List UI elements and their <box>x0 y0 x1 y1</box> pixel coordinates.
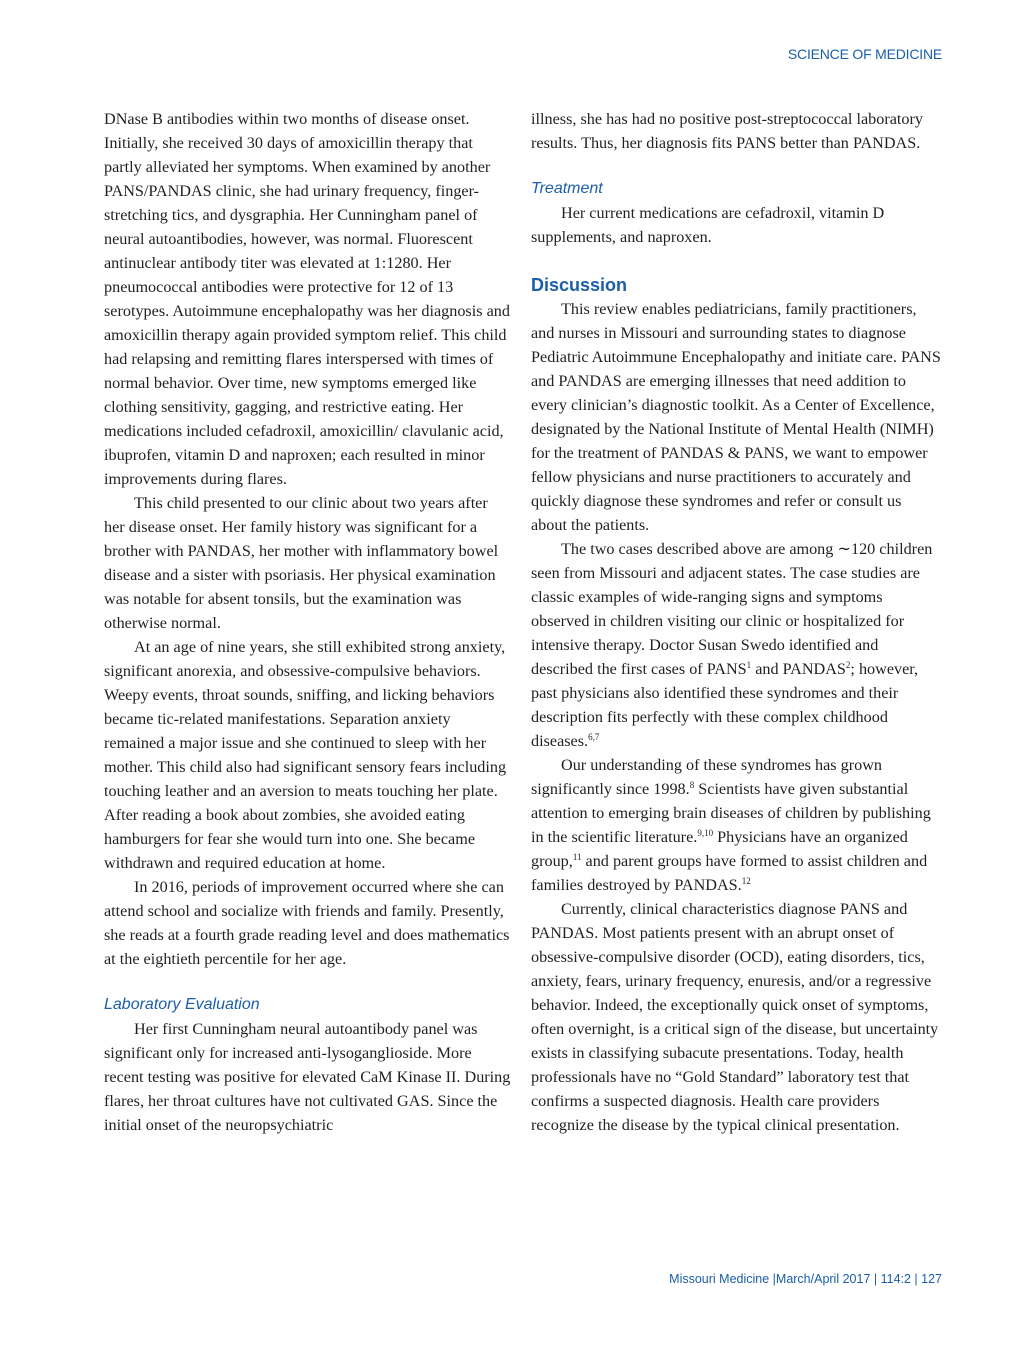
paragraph: illness, she has had no positive post-streptococcal laboratory results. Thus, her diagnosis fits PANS better than PANDAS. <box>531 110 924 152</box>
discussion-heading: Discussion <box>531 275 628 295</box>
paragraph: In 2016, periods of improvement occurred where she can attend school and socialize with friends and family. Presently, she reads at a fourth grade reading level and does mathematics at the eightieth percentile for her age. <box>104 878 510 968</box>
paragraph: This review enables pediatricians, family practitioners, and nurses in Missouri and surrounding states to diagnose Pediatric Autoimmune Encephalopathy and initiate care. PANS and PANDAS are emerging illnesses that need addition to every clinician’s diagnostic toolkit. As a Center of Excellence, designated by the National Institute of Mental Health (NIMH) for the treatment of PANDAS & PANS, we want to empower fellow physicians and nurse practitioners to accurately and quickly diagnose these syndromes and refer or consult us about the patients. <box>531 300 941 534</box>
paragraph: At an age of nine years, she still exhibited strong anxiety, significant anorexia, and obsessive-compulsive behaviors. Weepy events, throat sounds, sniffing, and licking behaviors became tic-related manifestations. Separation anxiety remained a major issue and she continued to sleep with her mother. This child also had significant sensory fears including touching leather and an aversion to meats touching her plate. After reading a book about zombies, she avoided eating hamburgers for fear she would turn into one. She became withdrawn and required education at home. <box>104 638 507 872</box>
citation-superscript: 9,10 <box>697 828 714 838</box>
text-run: Scientists have given substantial attention to emerging brain diseases of children by publishing in the scientific literature. <box>531 780 931 846</box>
paragraph: Currently, clinical characteristics diagnose PANS and PANDAS. Most patients present with an abrupt onset of obsessive-compulsive disorder (OCD), eating disorders, tics, anxiety, fears, urinary frequency, enuresis, and/or a regressive behavior. Indeed, the exceptionally quick onset of symptoms, often overnight, is a critical sign of the disease, but uncertainty exists in classifying subacute presentations. Today, health professionals have no “Gold Standard” laboratory test that confirms a suspected diagnosis. Health care providers recognize the disease by the typical clinical presentation. <box>531 900 939 1134</box>
text-run: and parent groups have formed to assist children and families destroyed by PANDAS. <box>531 852 928 894</box>
paragraph: This child presented to our clinic about two years after her disease onset. Her family history was significant for a brother with PANDAS, her mother with inflammatory bowel disease and a sister with psoriasis. Her physical examination was notable for absent tonsils, but the examination was otherwise normal. <box>104 494 499 632</box>
paragraph <box>531 537 941 753</box>
text-run: The two cases described above are among ∼120 children seen from Missouri and adjacent states. The case studies are classic examples of wide-ranging signs and symptoms observed in children visiting our clinic or hospitalized for intensive therapy. Doctor Susan Swedo identified and described the first cases of PANS <box>531 540 933 678</box>
spacer <box>531 249 941 273</box>
paragraph: DNase B antibodies within two months of disease onset. Initially, she received 30 days of amoxicillin therapy that partly alleviated her symptoms. When examined by another PANS/PANDAS clinic, she had urinary frequency, finger-stretching tics, and dysgraphia. Her Cunningham panel of neural autoantibodies, however, was normal. Fluorescent antinuclear antibody titer was elevated at 1:1280. Her pneumococcal antibodies were protective for 12 of 13 serotypes. Autoimmune encephalopathy was her diagnosis and amoxicillin therapy again provided symptom relief. This child had relapsing and remitting flares interspersed with times of normal behavior. Over time, new symptoms emerged like clothing sensitivity, gagging, and restrictive eating. Her medications included cefadroxil, amoxicillin/ clavulanic acid, ibuprofen, vitamin D and naproxen; each resulted in minor improvements during flares. <box>104 110 510 488</box>
citation-superscript: 12 <box>741 876 751 886</box>
spacer <box>531 155 941 177</box>
citation-superscript: 6,7 <box>588 732 600 742</box>
left-column <box>104 107 512 1137</box>
paragraph: Her first Cunningham neural autoantibody panel was significant only for increased anti-lysoganglioside. More recent testing was positive for elevated CaM Kinase II. During flares, her throat cultures have not cultivated GAS. Since the initial onset of the neuropsychiatric <box>104 1020 511 1134</box>
citation-superscript: 11 <box>572 852 582 862</box>
footer-citation: Missouri Medicine |March/April 2017 | 114:2 | 127 <box>669 1272 942 1286</box>
paragraph <box>531 753 941 897</box>
right-column <box>531 107 941 1137</box>
text-run: and PANDAS <box>751 660 846 678</box>
treatment-heading: Treatment <box>531 180 603 197</box>
citation-superscript: 8 <box>689 780 695 790</box>
laboratory-evaluation-heading: Laboratory Evaluation <box>104 996 260 1013</box>
spacer <box>104 971 512 993</box>
citation-superscript: 2 <box>845 660 851 670</box>
text-run: Physicians have an organized group, <box>531 828 908 870</box>
paragraph: Her current medications are cefadroxil, vitamin D supplements, and naproxen. <box>531 204 885 246</box>
citation-superscript: 1 <box>746 660 752 670</box>
text-run: ; however, past physicians also identified these syndromes and their description fits perfectly with these complex childhood diseases. <box>531 660 919 750</box>
section-header: SCIENCE OF MEDICINE <box>787 46 942 62</box>
text-run: Our understanding of these syndromes has grown significantly since 1998. <box>531 756 882 798</box>
